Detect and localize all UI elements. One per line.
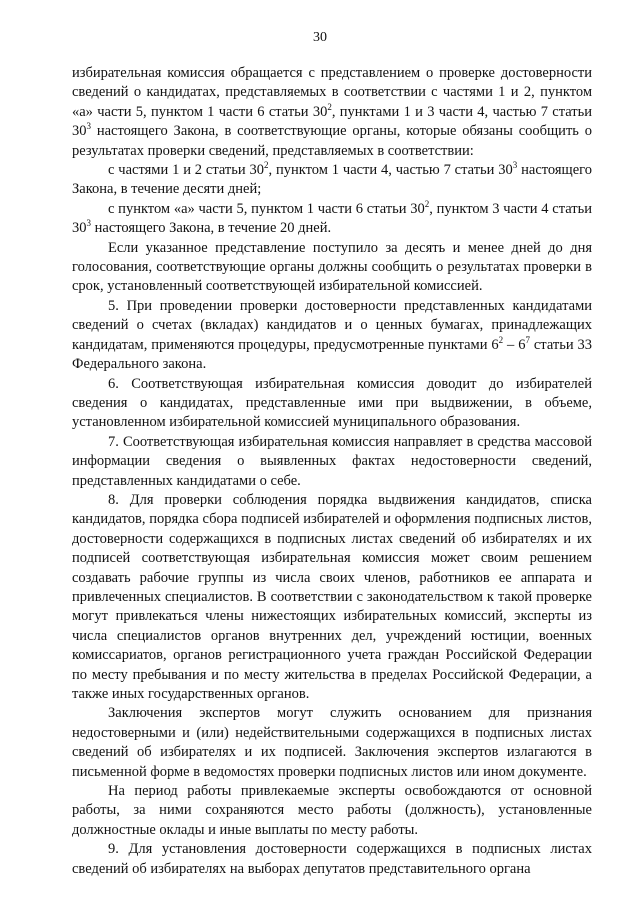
superscript: 2 [327, 101, 332, 112]
paragraph [72, 433, 592, 491]
paragraph [72, 491, 592, 704]
paragraph [72, 704, 592, 782]
text-segment: 6. Соответствующая избирательная комиссия доводит до избирателей сведения о кандидатах, представленные ими при выдвижении, в объеме, установленном избирательной комиссией муниципального образования. [72, 375, 592, 431]
text-segment: настоящего Закона, в соответствующие органы, которые обязаны сообщить о результатах проверки сведений, представляемых в соответствии: [72, 123, 592, 159]
text-segment: – 6 [503, 336, 526, 353]
text-segment: Заключения экспертов могут служить основанием для признания недостоверными и (или) недействительными содержащихся в подписных листах сведений об избирателях и их подписей. Заключения экспертов излагаются в письменной форме в ведомостях проверки подписных листов или ином документе. [72, 705, 592, 780]
paragraph [72, 297, 592, 375]
text-segment: избирательная комиссия обращается с представлением о проверке достоверности сведений о кандидатах, представляемых в соответствии с частями 1 и 2, пунктом «а» части 5, пунктом 1 части 6 статьи 30 [72, 65, 592, 120]
text-segment: настоящего Закона, в течение 20 дней. [91, 220, 332, 237]
superscript: 2 [498, 334, 504, 345]
paragraph [72, 782, 592, 840]
superscript: 2 [424, 198, 430, 209]
text-segment: с пунктом «а» части 5, пунктом 1 части 6 статьи 30 [108, 200, 425, 217]
text-segment: , пунктом 1 части 4, частью 7 статьи 30 [268, 162, 513, 179]
page-number: 30 [313, 30, 327, 45]
paragraph [72, 375, 592, 433]
text-segment: На период работы привлекаемые эксперты освобождаются от основной работы, за ними сохраняются место работы (должность), установленные должностные оклады и иные выплаты по месту работы. [72, 783, 592, 838]
text-segment: Если указанное представление поступило за десять и менее дней до дня голосования, соответствующие органы должны сообщить о результатах проверки в срок, установленный соответствующей избирательной комиссией. [72, 239, 592, 295]
document-body [72, 64, 592, 879]
superscript: 7 [525, 334, 530, 345]
text-segment: статьи 33 Федерального закона. [72, 336, 592, 373]
superscript: 3 [512, 160, 518, 171]
text-segment: 9. Для установления достоверности содержащихся в подписных листах сведений об избирателях на выборах депутатов представительного органа [72, 841, 592, 877]
text-segment: настоящего Закона, в течение десяти дней; [72, 162, 592, 198]
text-segment: , пунктом 3 части 4 статьи 30 [72, 200, 593, 237]
text-segment: , пунктами 1 и 3 части 4, частью 7 статьи 30 [72, 103, 592, 140]
text-segment: 5. При проведении проверки достоверности представленных кандидатами сведений о счетах (вкладах) кандидатов и о ценных бумагах, принадлежащих кандидатам, применяются процедуры, предусмотренные пунктами 6 [72, 297, 592, 353]
paragraph [72, 200, 592, 239]
text-segment: 7. Соответствующая избирательная комиссия направляет в средства массовой информации сведения о выявленных фактах недостоверности сведений, представленных кандидатами о себе. [72, 433, 592, 489]
paragraph [72, 239, 592, 297]
text-segment: 8. Для проверки соблюдения порядка выдвижения кандидатов, списка кандидатов, порядка сбора подписей избирателей и оформления подписных листов, достоверности содержащихся в подписных листах сведений об избирателях и их подписей соответствующая избирательная комиссия может своим решением создавать рабочие группы из числа своих членов, работников ее аппарата и привлеченных специалистов. В соответствии с законодательством к такой проверке могут привлекаться члены нижестоящих избирательных комиссий, эксперты из числа специалистов органов внутренних дел, учреждений юстиции, военных комиссариатов, органов регистрационного учета граждан Российской Федерации по месту пребывания и по месту жительства в пределах Российской Федерации, а также иных государственных органов. [72, 491, 592, 702]
paragraph [72, 161, 592, 200]
superscript: 2 [264, 160, 269, 171]
paragraph [72, 840, 592, 879]
paragraph [72, 64, 592, 161]
superscript: 3 [86, 218, 91, 229]
text-segment: с частями 1 и 2 статьи 30 [108, 162, 265, 179]
superscript: 3 [86, 121, 91, 132]
